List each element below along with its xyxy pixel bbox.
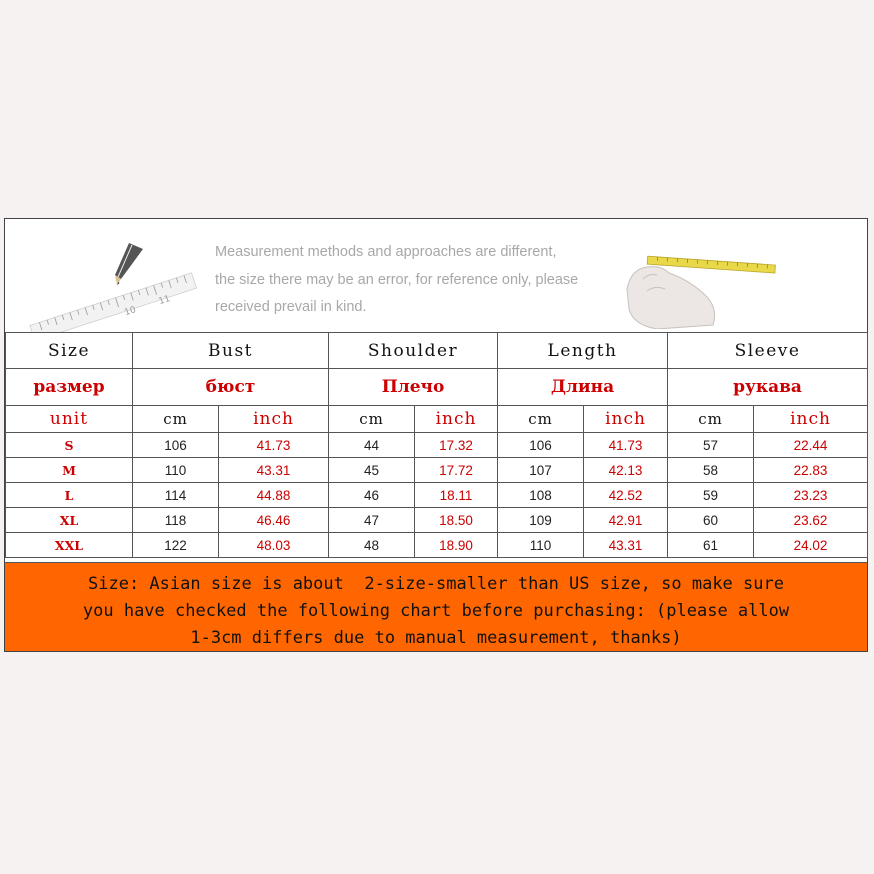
header-shoulder: Shoulder	[329, 333, 498, 369]
unit-inch: inch	[584, 406, 668, 433]
bust-inch-cell: 43.31	[219, 458, 329, 483]
size-chart-table	[5, 332, 868, 558]
unit-cm: cm	[498, 406, 584, 433]
bust-cm-cell: 110	[133, 458, 219, 483]
note-line-1: Measurement methods and approaches are different,	[215, 244, 557, 260]
header-ru-sleeve: рукава	[668, 369, 868, 406]
notice-line-1: Size: Asian size is about 2-size-smaller than US size, so make sure	[88, 574, 784, 594]
shoulder-inch-cell: 17.72	[415, 458, 498, 483]
table-row	[6, 433, 868, 458]
length-cm-cell: 107	[498, 458, 584, 483]
header-size: Size	[6, 333, 133, 369]
bust-inch-cell: 44.88	[219, 483, 329, 508]
sleeve-inch-cell: 22.83	[754, 458, 868, 483]
note-line-2: the size there may be an error, for reference only, please	[215, 271, 579, 288]
sleeve-cm-cell: 57	[668, 433, 754, 458]
table-row	[6, 458, 868, 483]
ruler-number-10: 10	[123, 305, 138, 319]
shoulder-cm-cell: 47	[329, 508, 415, 533]
size-cell: XL	[6, 508, 133, 533]
length-cm-cell: 108	[498, 483, 584, 508]
header-ru-length: Длина	[498, 369, 668, 406]
table-row	[6, 508, 868, 533]
pencil-ruler-icon	[17, 233, 207, 332]
unit-inch: inch	[415, 406, 498, 433]
russian-header-row	[6, 369, 868, 406]
measurement-banner	[5, 219, 867, 332]
pencil-icon	[115, 243, 143, 285]
unit-label: unit	[6, 406, 133, 433]
notice-line-3: 1-3cm differs due to manual measurement, thanks)	[190, 628, 682, 648]
length-inch-cell: 42.13	[584, 458, 668, 483]
shoulder-cm-cell: 44	[329, 433, 415, 458]
header-length: Length	[498, 333, 668, 369]
length-cm-cell: 106	[498, 433, 584, 458]
length-cm-cell: 109	[498, 508, 584, 533]
sleeve-inch-cell: 23.23	[754, 483, 868, 508]
bust-cm-cell: 106	[133, 433, 219, 458]
notice-line-2: you have checked the following chart before purchasing: (please allow	[82, 601, 790, 621]
unit-cm: cm	[329, 406, 415, 433]
sleeve-cm-cell: 61	[668, 533, 754, 558]
unit-cm: cm	[668, 406, 754, 433]
tape-measure-hand-icon	[617, 249, 787, 329]
length-inch-cell: 42.52	[584, 483, 668, 508]
shoulder-cm-cell: 48	[329, 533, 415, 558]
bust-inch-cell: 46.46	[219, 508, 329, 533]
size-chart-frame	[4, 218, 868, 652]
unit-row	[6, 406, 868, 433]
unit-inch: inch	[754, 406, 868, 433]
table-row	[6, 483, 868, 508]
sleeve-cm-cell: 58	[668, 458, 754, 483]
shoulder-inch-cell: 18.50	[415, 508, 498, 533]
bust-inch-cell: 41.73	[219, 433, 329, 458]
length-inch-cell: 42.91	[584, 508, 668, 533]
length-inch-cell: 41.73	[584, 433, 668, 458]
shoulder-inch-cell: 18.90	[415, 533, 498, 558]
bust-cm-cell: 114	[133, 483, 219, 508]
hand-icon	[627, 267, 715, 329]
ruler-number-11: 11	[157, 294, 172, 308]
sleeve-cm-cell: 60	[668, 508, 754, 533]
bust-cm-cell: 122	[133, 533, 219, 558]
sleeve-inch-cell: 24.02	[754, 533, 868, 558]
size-cell: M	[6, 458, 133, 483]
header-row	[6, 333, 868, 369]
bust-cm-cell: 118	[133, 508, 219, 533]
sleeve-inch-cell: 22.44	[754, 433, 868, 458]
header-ru-size: размер	[6, 369, 133, 406]
length-cm-cell: 110	[498, 533, 584, 558]
table-row	[6, 533, 868, 558]
measurement-note	[215, 239, 635, 322]
note-line-3: received prevail in kind.	[215, 299, 367, 315]
header-ru-shoulder: Плечо	[329, 369, 498, 406]
bust-inch-cell: 48.03	[219, 533, 329, 558]
size-cell: L	[6, 483, 133, 508]
shoulder-cm-cell: 45	[329, 458, 415, 483]
size-cell: S	[6, 433, 133, 458]
shoulder-inch-cell: 18.11	[415, 483, 498, 508]
header-sleeve: Sleeve	[668, 333, 868, 369]
size-cell: XXL	[6, 533, 133, 558]
shoulder-inch-cell: 17.32	[415, 433, 498, 458]
header-bust: Bust	[133, 333, 329, 369]
header-ru-bust: бюст	[133, 369, 329, 406]
unit-inch: inch	[219, 406, 329, 433]
shoulder-cm-cell: 46	[329, 483, 415, 508]
sleeve-inch-cell: 23.62	[754, 508, 868, 533]
length-inch-cell: 43.31	[584, 533, 668, 558]
size-notice-banner	[5, 562, 867, 651]
unit-cm: cm	[133, 406, 219, 433]
sleeve-cm-cell: 59	[668, 483, 754, 508]
